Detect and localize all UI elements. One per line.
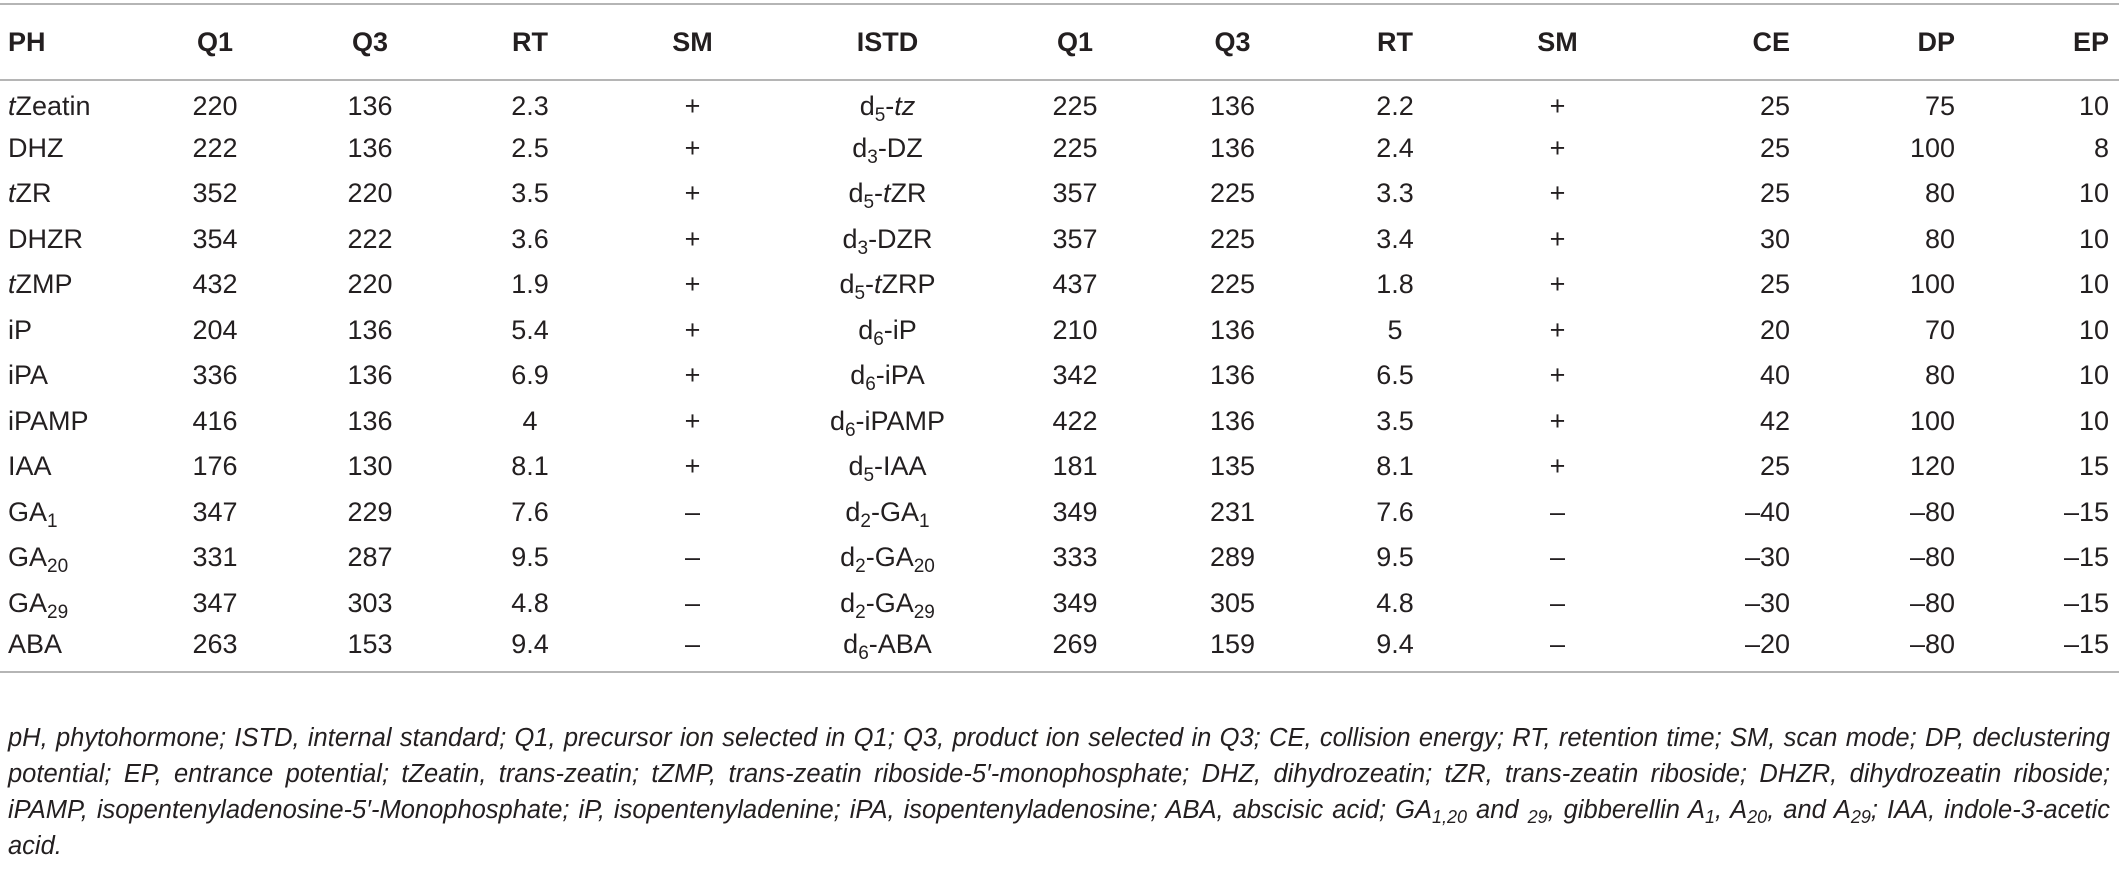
cell-istd-q1: 210 (1052, 314, 1098, 345)
cell-sm: + (684, 451, 701, 482)
table-row (0, 490, 2119, 536)
cell-istd-rt: 5 (1387, 314, 1403, 345)
cell-dp: 100 (1909, 405, 1955, 436)
cell-istd-rt: 4.8 (1376, 587, 1414, 618)
cell-istd-q3: 231 (1209, 496, 1256, 527)
header-q1: Q1 (140, 4, 290, 80)
cell-istd-q1: 422 (1052, 405, 1098, 436)
cell-sm: + (684, 405, 701, 436)
cell-istd-rt: 9.4 (1315, 626, 1475, 672)
cell-dp: 80 (1924, 360, 1955, 391)
cell-sm: – (610, 626, 775, 672)
footnote-sub: 29 (1527, 807, 1548, 827)
cell-ce: 25 (1759, 178, 1790, 209)
cell-istd-sm: + (1549, 132, 1566, 163)
cell-sm: + (684, 178, 701, 209)
cell-ep: –15 (1965, 626, 2119, 672)
phytohormone-mrm-table (0, 3, 2119, 673)
cell-istd-sm: + (1549, 223, 1566, 254)
header-rt: RT (450, 4, 610, 80)
cell-rt: 4 (522, 405, 538, 436)
cell-ce: –20 (1640, 626, 1800, 672)
cell-q3: 220 (347, 269, 393, 300)
cell-istd-rt: 6.5 (1376, 360, 1414, 391)
cell-rt: 5.4 (511, 314, 549, 345)
cell-q3: 220 (347, 178, 393, 209)
cell-istd-sm: + (1549, 451, 1566, 482)
cell-ph: ABA (0, 626, 140, 672)
cell-q3: 303 (347, 587, 393, 618)
header-ph: PH (0, 4, 140, 80)
cell-q3: 153 (290, 626, 450, 672)
cell-istd-rt: 7.6 (1376, 496, 1414, 527)
table-row (0, 399, 2119, 445)
cell-istd-rt: 8.1 (1376, 451, 1414, 482)
cell-istd-q1: 437 (1052, 269, 1098, 300)
cell-q3: 136 (347, 90, 393, 121)
cell-ep: –15 (2063, 542, 2109, 573)
cell-istd: $d_6$-iPA (850, 360, 925, 396)
table-row (0, 581, 2119, 627)
cell-ep: 10 (2078, 269, 2109, 300)
cell-sm: + (684, 269, 701, 300)
table-row (0, 626, 2119, 672)
cell-istd-sm: – (1549, 496, 1566, 527)
table-row (0, 217, 2119, 263)
cell-istd-sm: – (1549, 587, 1566, 618)
cell-sm: – (684, 542, 701, 573)
header-q3: Q3 (290, 4, 450, 80)
cell-dp: –80 (1909, 587, 1955, 618)
cell-istd: $d_3$-DZR (842, 223, 933, 259)
cell-dp: –80 (1909, 542, 1955, 573)
cell-istd-q1: 333 (1052, 542, 1098, 573)
cell-q3: 229 (347, 496, 393, 527)
cell-istd-q3: 136 (1209, 360, 1256, 391)
cell-istd: $d_2-GA_{20}$ (840, 542, 935, 578)
cell-sm: + (684, 360, 701, 391)
cell-dp: 80 (1924, 178, 1955, 209)
cell-dp: 100 (1909, 132, 1955, 163)
cell-q3: 222 (347, 223, 393, 254)
cell-istd-rt: 1.8 (1376, 269, 1414, 300)
cell-ep: 10 (2078, 90, 2109, 121)
cell-q1: 222 (192, 132, 238, 163)
cell-istd-q3: 136 (1209, 90, 1256, 121)
cell-ep: 10 (2078, 360, 2109, 391)
cell-ph: iPA (8, 360, 49, 391)
cell-ce: 25 (1759, 269, 1790, 300)
header-dp: DP (1800, 4, 1965, 80)
cell-dp: –80 (1909, 496, 1955, 527)
cell-q1: 176 (192, 451, 238, 482)
table-row (0, 535, 2119, 581)
cell-ph: IAA (8, 451, 52, 482)
cell-q1: 331 (192, 542, 238, 573)
cell-istd-sm: + (1549, 360, 1566, 391)
cell-istd: $d_5-tz$ (859, 90, 916, 126)
cell-ce: –30 (1744, 587, 1790, 618)
cell-ep: 10 (2078, 405, 2109, 436)
cell-q1: 336 (192, 360, 238, 391)
table-row (0, 80, 2119, 126)
cell-q1: 416 (192, 405, 238, 436)
cell-istd-rt: 3.4 (1376, 223, 1414, 254)
header-ep: EP (1965, 4, 2119, 80)
cell-istd: $d_5$-tZR (848, 178, 927, 214)
cell-rt: 2.5 (511, 132, 549, 163)
cell-istd-rt: 2.4 (1376, 132, 1414, 163)
cell-q3: 136 (347, 360, 393, 391)
cell-ep: 10 (2078, 178, 2109, 209)
cell-istd-q3: 225 (1209, 223, 1256, 254)
cell-istd-sm: – (1475, 626, 1640, 672)
cell-ph: $GA_{20}$ (8, 542, 69, 578)
cell-istd: $d_2-GA_{29}$ (840, 587, 935, 623)
table-row (0, 353, 2119, 399)
cell-ph: iPAMP (8, 405, 89, 436)
cell-ce: 25 (1759, 132, 1790, 163)
cell-sm: + (684, 132, 701, 163)
cell-istd-q3: 135 (1209, 451, 1256, 482)
cell-istd-q1: 349 (1052, 587, 1098, 618)
cell-rt: 4.8 (511, 587, 549, 618)
cell-istd: $d_6$-ABA (775, 626, 1000, 672)
cell-rt: 9.5 (511, 542, 549, 573)
cell-ep: –15 (2063, 496, 2109, 527)
cell-ce: 42 (1759, 405, 1790, 436)
cell-ce: 25 (1759, 90, 1790, 121)
footnote-sub: 1,20 (1431, 807, 1468, 827)
cell-istd-q1: 269 (1000, 626, 1150, 672)
table-row (0, 308, 2119, 354)
cell-sm: – (684, 587, 701, 618)
footnote-text: ; IAA, indole-3-acetic acid. (8, 796, 2111, 860)
cell-ep: 15 (2078, 451, 2109, 482)
cell-sm: + (684, 314, 701, 345)
header-istd-sm: SM (1475, 4, 1640, 80)
cell-istd-q3: 305 (1209, 587, 1256, 618)
cell-ep: 8 (2093, 132, 2109, 163)
cell-istd-q1: 225 (1052, 90, 1098, 121)
footnote-sub: 29 (1850, 807, 1871, 827)
cell-rt: 6.9 (511, 360, 549, 391)
cell-q1: 204 (192, 314, 238, 345)
cell-istd-q3: 136 (1209, 405, 1256, 436)
cell-dp: 80 (1924, 223, 1955, 254)
cell-q1: 432 (192, 269, 238, 300)
cell-istd-rt: 9.5 (1376, 542, 1414, 573)
cell-ce: 30 (1759, 223, 1790, 254)
cell-istd: $d_2-GA_1$ (845, 496, 930, 532)
table-row (0, 262, 2119, 308)
cell-ph: tZMP (8, 269, 73, 300)
cell-istd-q1: 357 (1052, 223, 1098, 254)
footnote-text: , gibberellin A (1547, 796, 1705, 824)
cell-istd-sm: + (1549, 269, 1566, 300)
cell-istd-q1: 342 (1052, 360, 1098, 391)
cell-ce: –30 (1744, 542, 1790, 573)
cell-rt: 9.4 (450, 626, 610, 672)
cell-istd-sm: + (1549, 314, 1566, 345)
cell-istd-sm: + (1549, 178, 1566, 209)
header-sm: SM (610, 4, 775, 80)
header-ce: CE (1640, 4, 1800, 80)
cell-q1: 347 (192, 587, 238, 618)
cell-dp: 100 (1909, 269, 1955, 300)
cell-q3: 136 (347, 132, 393, 163)
cell-istd-q1: 181 (1052, 451, 1098, 482)
cell-q1: 354 (192, 223, 238, 254)
cell-rt: 3.5 (511, 178, 549, 209)
cell-istd: $d_6-iP$ (858, 314, 917, 350)
cell-rt: 8.1 (511, 451, 549, 482)
cell-ph: $GA_{29}$ (8, 587, 69, 623)
cell-istd: $d_3-DZ$ (852, 132, 923, 168)
cell-ph: tZR (8, 178, 52, 209)
cell-istd-q3: 136 (1209, 314, 1256, 345)
cell-sm: + (684, 90, 701, 121)
cell-rt: 7.6 (511, 496, 549, 527)
footnote-sub: 1 (1704, 807, 1715, 827)
cell-istd: $d_6$-iPAMP (829, 405, 946, 441)
header-istd-q1: Q1 (1000, 4, 1150, 80)
cell-dp: 120 (1909, 451, 1955, 482)
cell-ph: $GA_1$ (8, 496, 58, 532)
footnote-text: , and A (1767, 796, 1851, 824)
cell-q3: 136 (347, 405, 393, 436)
cell-q3: 130 (347, 451, 393, 482)
cell-rt: 1.9 (511, 269, 549, 300)
cell-rt: 3.6 (511, 223, 549, 254)
cell-q1: 220 (192, 90, 238, 121)
cell-ce: 25 (1759, 451, 1790, 482)
cell-istd-q3: 159 (1150, 626, 1315, 672)
table-row (0, 444, 2119, 490)
cell-istd-sm: + (1549, 405, 1566, 436)
table-header-row (0, 4, 2119, 80)
cell-istd: $d_5$-tZRP (839, 269, 936, 305)
cell-istd-q3: 289 (1209, 542, 1256, 573)
cell-dp: 70 (1924, 314, 1955, 345)
cell-ph: tZeatin (8, 90, 91, 121)
footnote-text: pH, phytohormone; ISTD, internal standard; Q1, precursor ion selected in Q1; Q3, product ion selected in Q3; CE, collision energy; RT, retention time; SM, scan mode; DP, declustering potential; EP, entrance potential; tZeatin, trans-zeatin; tZMP, trans-zeatin riboside-5′-monophosphate; DHZ, dihydrozeatin; tZR, trans-zeatin riboside; DHZR, dihydrozeatin riboside; iPAMP, isopentenyladenosine-5′-Monophosphate; iP, isopentenyladenine; iPA, isopentenyladenosine; ABA, abscisic acid; GA (8, 724, 2110, 824)
cell-ph: iP (8, 314, 33, 345)
header-istd-rt: RT (1315, 4, 1475, 80)
table-body (0, 80, 2119, 672)
cell-ep: 10 (2078, 314, 2109, 345)
cell-istd-sm: – (1549, 542, 1566, 573)
cell-ce: –40 (1744, 496, 1790, 527)
cell-ep: –15 (2063, 587, 2109, 618)
cell-ep: 10 (2078, 223, 2109, 254)
table-row (0, 126, 2119, 172)
cell-rt: 2.3 (511, 90, 549, 121)
cell-istd-q1: 225 (1052, 132, 1098, 163)
cell-q3: 287 (347, 542, 393, 573)
table-row (0, 171, 2119, 217)
cell-istd-q3: 225 (1209, 269, 1256, 300)
cell-dp: –80 (1800, 626, 1965, 672)
cell-sm: – (684, 496, 701, 527)
cell-istd-rt: 2.2 (1376, 90, 1414, 121)
footnote-sub: 20 (1747, 807, 1768, 827)
cell-ce: 20 (1759, 314, 1790, 345)
footnote-text: , A (1715, 796, 1748, 824)
cell-istd-q1: 349 (1052, 496, 1098, 527)
cell-sm: + (684, 223, 701, 254)
cell-q1: 347 (192, 496, 238, 527)
cell-ph: DHZR (8, 223, 83, 254)
cell-q1: 352 (192, 178, 238, 209)
header-istd: ISTD (775, 4, 1000, 80)
cell-istd-q3: 225 (1209, 178, 1256, 209)
cell-q3: 136 (347, 314, 393, 345)
cell-istd-q3: 136 (1209, 132, 1256, 163)
cell-ph: DHZ (8, 132, 64, 163)
footnote-text: and (1467, 796, 1528, 824)
cell-istd-rt: 3.5 (1376, 405, 1414, 436)
cell-istd-rt: 3.3 (1376, 178, 1414, 209)
cell-dp: 75 (1924, 90, 1955, 121)
cell-istd-q1: 357 (1052, 178, 1098, 209)
cell-istd: $d_5$-IAA (848, 451, 927, 487)
table-footnote (8, 720, 2110, 864)
cell-istd-sm: + (1549, 90, 1566, 121)
cell-q1: 263 (140, 626, 290, 672)
header-istd-q3: Q3 (1150, 4, 1315, 80)
cell-ce: 40 (1759, 360, 1790, 391)
